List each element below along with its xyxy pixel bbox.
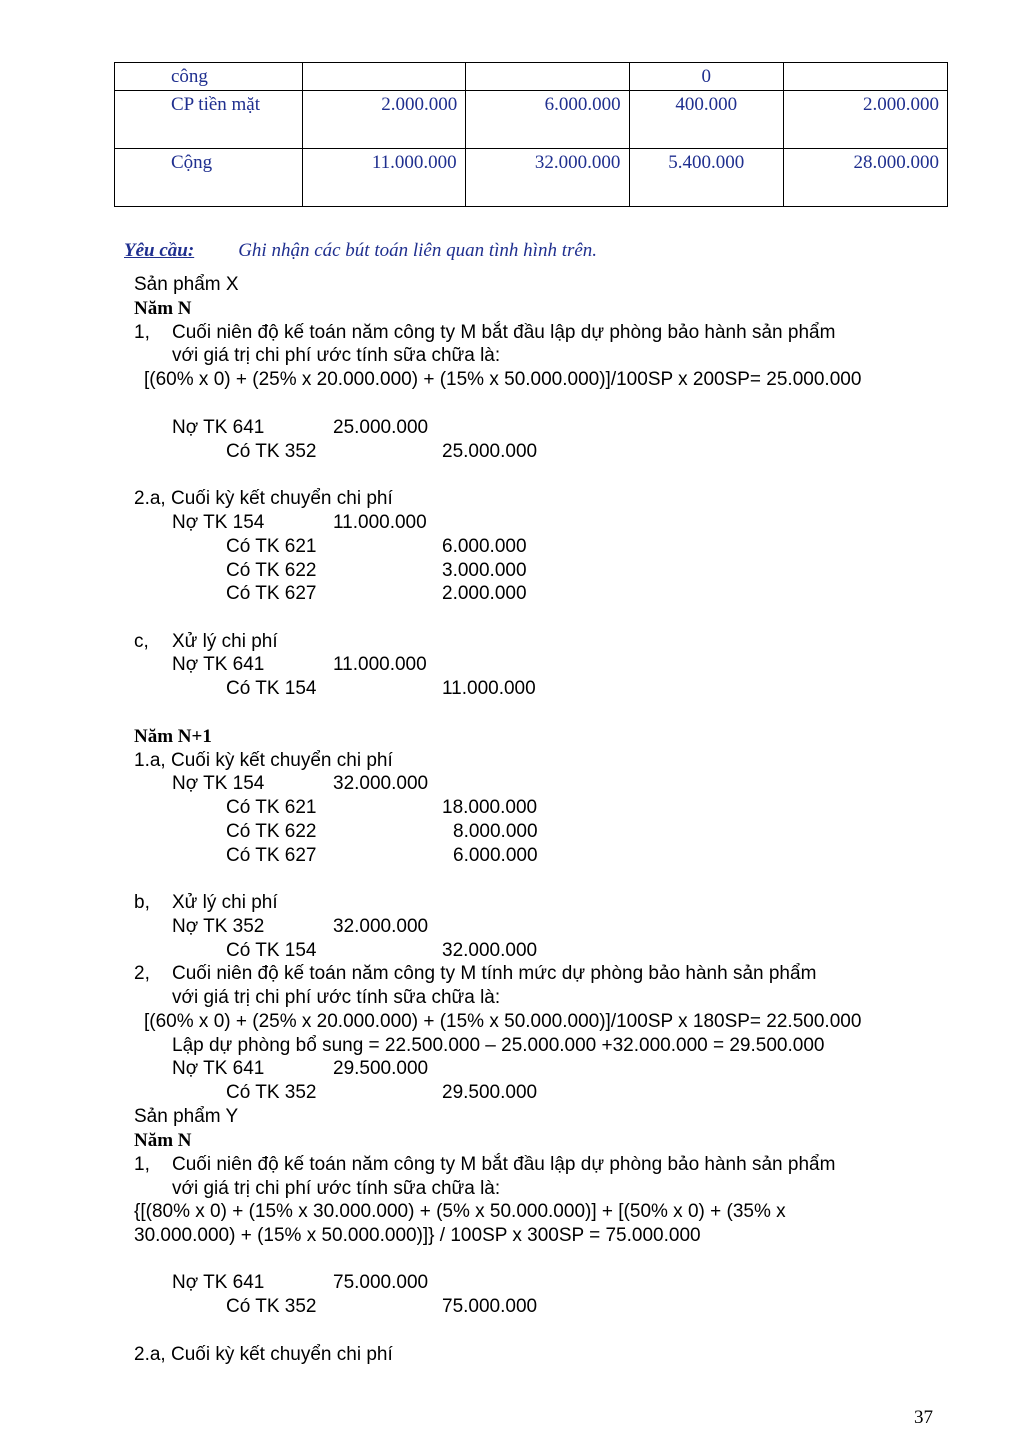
debit-account: Nợ TK 352 bbox=[172, 916, 265, 937]
table-cell: 0 bbox=[629, 63, 783, 91]
text-line: Cuối niên độ kế toán năm công ty M tính mức dự phòng bảo hành sản phẩm bbox=[172, 963, 817, 984]
text-line: Cuối niên độ kế toán năm công ty M bắt đầu lập dự phòng bảo hành sản phẩm bbox=[172, 1154, 836, 1175]
table-cell: 32.000.000 bbox=[534, 152, 621, 173]
formula-line: 30.000.000) + (15% x 50.000.000)]} / 100SP x 300SP = 75.000.000 bbox=[134, 1225, 701, 1246]
debit-amount: 25.000.000 bbox=[333, 417, 429, 438]
credit-account: Có TK 352 bbox=[226, 1296, 317, 1317]
table-row bbox=[115, 149, 948, 207]
credit-amount: 75.000.000 bbox=[442, 1296, 538, 1317]
text-line: Cuối niên độ kế toán năm công ty M bắt đầu lập dự phòng bảo hành sản phẩm bbox=[172, 322, 836, 343]
credit-account: Có TK 622 bbox=[226, 560, 317, 581]
table-cell: Cộng bbox=[115, 149, 303, 207]
item-number: 1, bbox=[134, 1154, 150, 1175]
table-cell: 2.000.000 bbox=[302, 91, 465, 149]
credit-account: Có TK 621 bbox=[226, 797, 317, 818]
text-line: với giá trị chi phí ước tính sữa chữa là: bbox=[172, 345, 501, 366]
credit-account: Có TK 627 bbox=[226, 845, 317, 866]
item-number: c, bbox=[134, 631, 149, 652]
debit-amount: 75.000.000 bbox=[333, 1272, 429, 1293]
formula-line: {[(80% x 0) + (15% x 30.000.000) + (5% x 50.000.000)] + [(50% x 0) + (35% x bbox=[134, 1201, 786, 1222]
table-cell: 5.400.000 bbox=[668, 152, 745, 173]
credit-amount: 25.000.000 bbox=[442, 441, 538, 462]
cost-table bbox=[114, 62, 948, 207]
year-heading: Năm N bbox=[134, 1130, 192, 1151]
item-number: b, bbox=[134, 892, 150, 913]
credit-account: Có TK 621 bbox=[226, 536, 317, 557]
debit-amount: 32.000.000 bbox=[333, 773, 429, 794]
debit-account: Nợ TK 641 bbox=[172, 1058, 265, 1079]
step-heading: 2.a, Cuối kỳ kết chuyển chi phí bbox=[134, 1344, 393, 1365]
requirement-label: Yêu cầu: bbox=[124, 240, 195, 261]
debit-amount: 32.000.000 bbox=[333, 916, 429, 937]
debit-account: Nợ TK 641 bbox=[172, 1272, 265, 1293]
section-heading: Sản phẩm X bbox=[134, 274, 239, 295]
debit-account: Nợ TK 641 bbox=[172, 417, 265, 438]
table-cell-wrap bbox=[466, 149, 629, 207]
credit-amount: 8.000.000 bbox=[453, 821, 538, 842]
year-heading: Năm N bbox=[134, 298, 192, 319]
table-cell: 6.000.000 bbox=[466, 91, 629, 149]
table-cell: 28.000.000 bbox=[783, 149, 947, 207]
credit-amount: 6.000.000 bbox=[442, 536, 527, 557]
debit-amount: 11.000.000 bbox=[333, 512, 427, 533]
credit-account: Có TK 154 bbox=[226, 678, 317, 699]
credit-amount: 3.000.000 bbox=[442, 560, 527, 581]
page-number: 37 bbox=[914, 1407, 933, 1428]
table-cell: công bbox=[115, 63, 303, 91]
debit-amount: 11.000.000 bbox=[333, 654, 427, 675]
item-number: 1, bbox=[134, 322, 150, 343]
credit-amount: 6.000.000 bbox=[453, 845, 538, 866]
table-cell-wrap bbox=[302, 149, 465, 207]
step-heading: 1.a, Cuối kỳ kết chuyển chi phí bbox=[134, 750, 393, 771]
table-cell: 2.000.000 bbox=[783, 91, 947, 149]
section-heading: Sản phẩm Y bbox=[134, 1106, 239, 1127]
item-number: 2, bbox=[134, 963, 150, 984]
debit-amount: 29.500.000 bbox=[333, 1058, 429, 1079]
formula-line: Lập dự phòng bổ sung = 22.500.000 – 25.000.000 +32.000.000 = 29.500.000 bbox=[172, 1035, 825, 1056]
formula-line: [(60% x 0) + (25% x 20.000.000) + (15% x 50.000.000)]/100SP x 200SP= 25.000.000 bbox=[144, 369, 862, 390]
credit-amount: 18.000.000 bbox=[442, 797, 538, 818]
credit-amount: 29.500.000 bbox=[442, 1082, 538, 1103]
requirement bbox=[124, 240, 597, 262]
table-row bbox=[115, 63, 948, 91]
table-cell: 11.000.000 bbox=[371, 152, 457, 173]
credit-account: Có TK 627 bbox=[226, 583, 317, 604]
credit-account: Có TK 352 bbox=[226, 1082, 317, 1103]
text-line: với giá trị chi phí ước tính sữa chữa là: bbox=[172, 1178, 501, 1199]
requirement-text: Ghi nhận các bút toán liên quan tình hình trên. bbox=[238, 240, 598, 261]
credit-amount: 11.000.000 bbox=[442, 678, 536, 699]
text-line: với giá trị chi phí ước tính sữa chữa là: bbox=[172, 987, 501, 1008]
table-cell-wrap bbox=[629, 149, 783, 207]
debit-account: Nợ TK 154 bbox=[172, 773, 265, 794]
table-cell: CP tiền mặt bbox=[115, 91, 303, 149]
credit-amount: 2.000.000 bbox=[442, 583, 527, 604]
credit-amount: 32.000.000 bbox=[442, 940, 538, 961]
debit-account: Nợ TK 641 bbox=[172, 654, 265, 675]
step-heading: Xử lý chi phí bbox=[172, 892, 278, 913]
table-cell: 400.000 bbox=[629, 91, 783, 149]
table-cell bbox=[783, 63, 947, 91]
step-heading: Xử lý chi phí bbox=[172, 631, 278, 652]
debit-account: Nợ TK 154 bbox=[172, 512, 265, 533]
credit-account: Có TK 622 bbox=[226, 821, 317, 842]
table-cell bbox=[466, 63, 629, 91]
step-heading: 2.a, Cuối kỳ kết chuyển chi phí bbox=[134, 488, 393, 509]
credit-account: Có TK 352 bbox=[226, 441, 317, 462]
formula-line: [(60% x 0) + (25% x 20.000.000) + (15% x 50.000.000)]/100SP x 180SP= 22.500.000 bbox=[144, 1011, 862, 1032]
credit-account: Có TK 154 bbox=[226, 940, 317, 961]
table-row bbox=[115, 91, 948, 149]
year-heading: Năm N+1 bbox=[134, 726, 212, 747]
table-cell bbox=[302, 63, 465, 91]
